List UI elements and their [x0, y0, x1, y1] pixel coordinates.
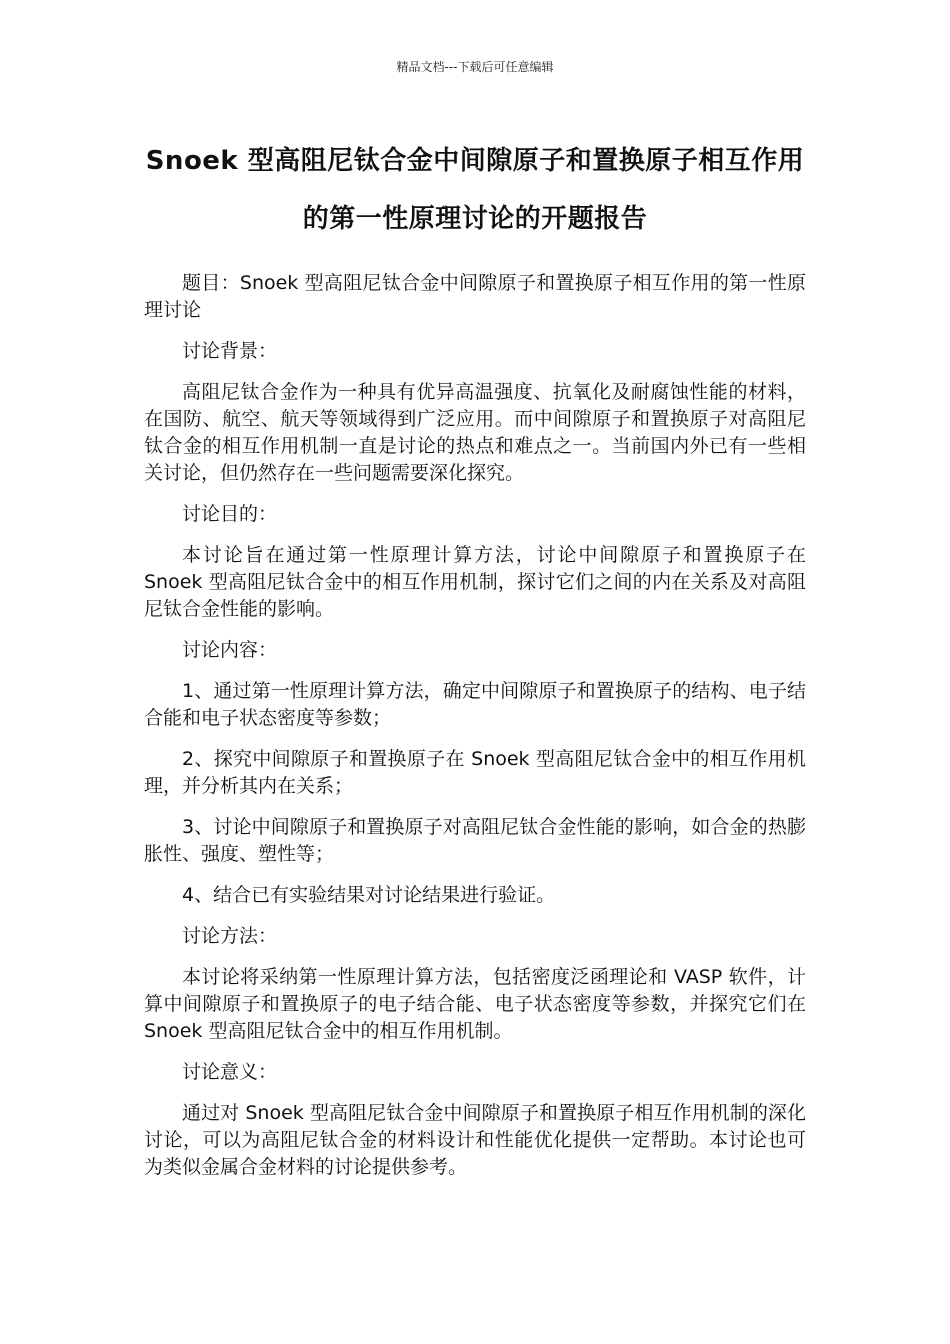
document-title: Snoek 型高阻尼钛合金中间隙原子和置换原子相互作用的第一性原理讨论的开题报告 [145, 146, 805, 234]
content-item-3: 3、讨论中间隙原子和置换原子对高阻尼钛合金性能的影响，如合金的热膨胀性、强度、塑性等； [144, 816, 806, 865]
significance-heading: 讨论意义： [182, 1061, 278, 1083]
header-note: 精品文档---下载后可任意编辑 [396, 60, 554, 74]
background-paragraph: 高阻尼钛合金作为一种具有优异高温强度、抗氧化及耐腐蚀性能的材料，在国防、航空、航天等领域得到广泛应用。而中间隙原子和置换原子对高阻尼钛合金的相互作用机制一直是讨论的热点和难点之一。当前国内外已有一些相关讨论，但仍然存在一些问题需要深化探究。 [144, 381, 806, 484]
background-heading: 讨论背景： [182, 340, 278, 362]
significance-paragraph: 通过对 Snoek 型高阻尼钛合金中间隙原子和置换原子相互作用机制的深化讨论，可以为高阻尼钛合金的材料设计和性能优化提供一定帮助。本讨论也可为类似金属合金材料的讨论提供参考。 [144, 1102, 806, 1178]
method-paragraph: 本讨论将采纳第一性原理计算方法，包括密度泛函理论和 VASP 软件，计算中间隙原子和置换原子的电子结合能、电子状态密度等参数，并探究它们在 Snoek 型高阻尼钛合金中的相互作用机制。 [144, 966, 806, 1042]
topic-paragraph: 题目：Snoek 型高阻尼钛合金中间隙原子和置换原子相互作用的第一性原理讨论 [144, 272, 806, 321]
method-heading: 讨论方法： [182, 925, 278, 947]
content-item-1: 1、通过第一性原理计算方法，确定中间隙原子和置换原子的结构、电子结合能和电子状态密度等参数； [144, 680, 806, 729]
document-body [144, 270, 806, 1195]
content-heading: 讨论内容： [182, 639, 278, 661]
purpose-heading: 讨论目的： [182, 503, 278, 525]
content-item-2: 2、探究中间隙原子和置换原子在 Snoek 型高阻尼钛合金中的相互作用机理，并分析其内在关系； [144, 748, 806, 797]
content-item-4: 4、结合已有实验结果对讨论结果进行验证。 [182, 884, 556, 906]
purpose-paragraph: 本讨论旨在通过第一性原理计算方法，讨论中间隙原子和置换原子在 Snoek 型高阻尼钛合金中的相互作用机制，探讨它们之间的内在关系及对高阻尼钛合金性能的影响。 [144, 544, 806, 620]
